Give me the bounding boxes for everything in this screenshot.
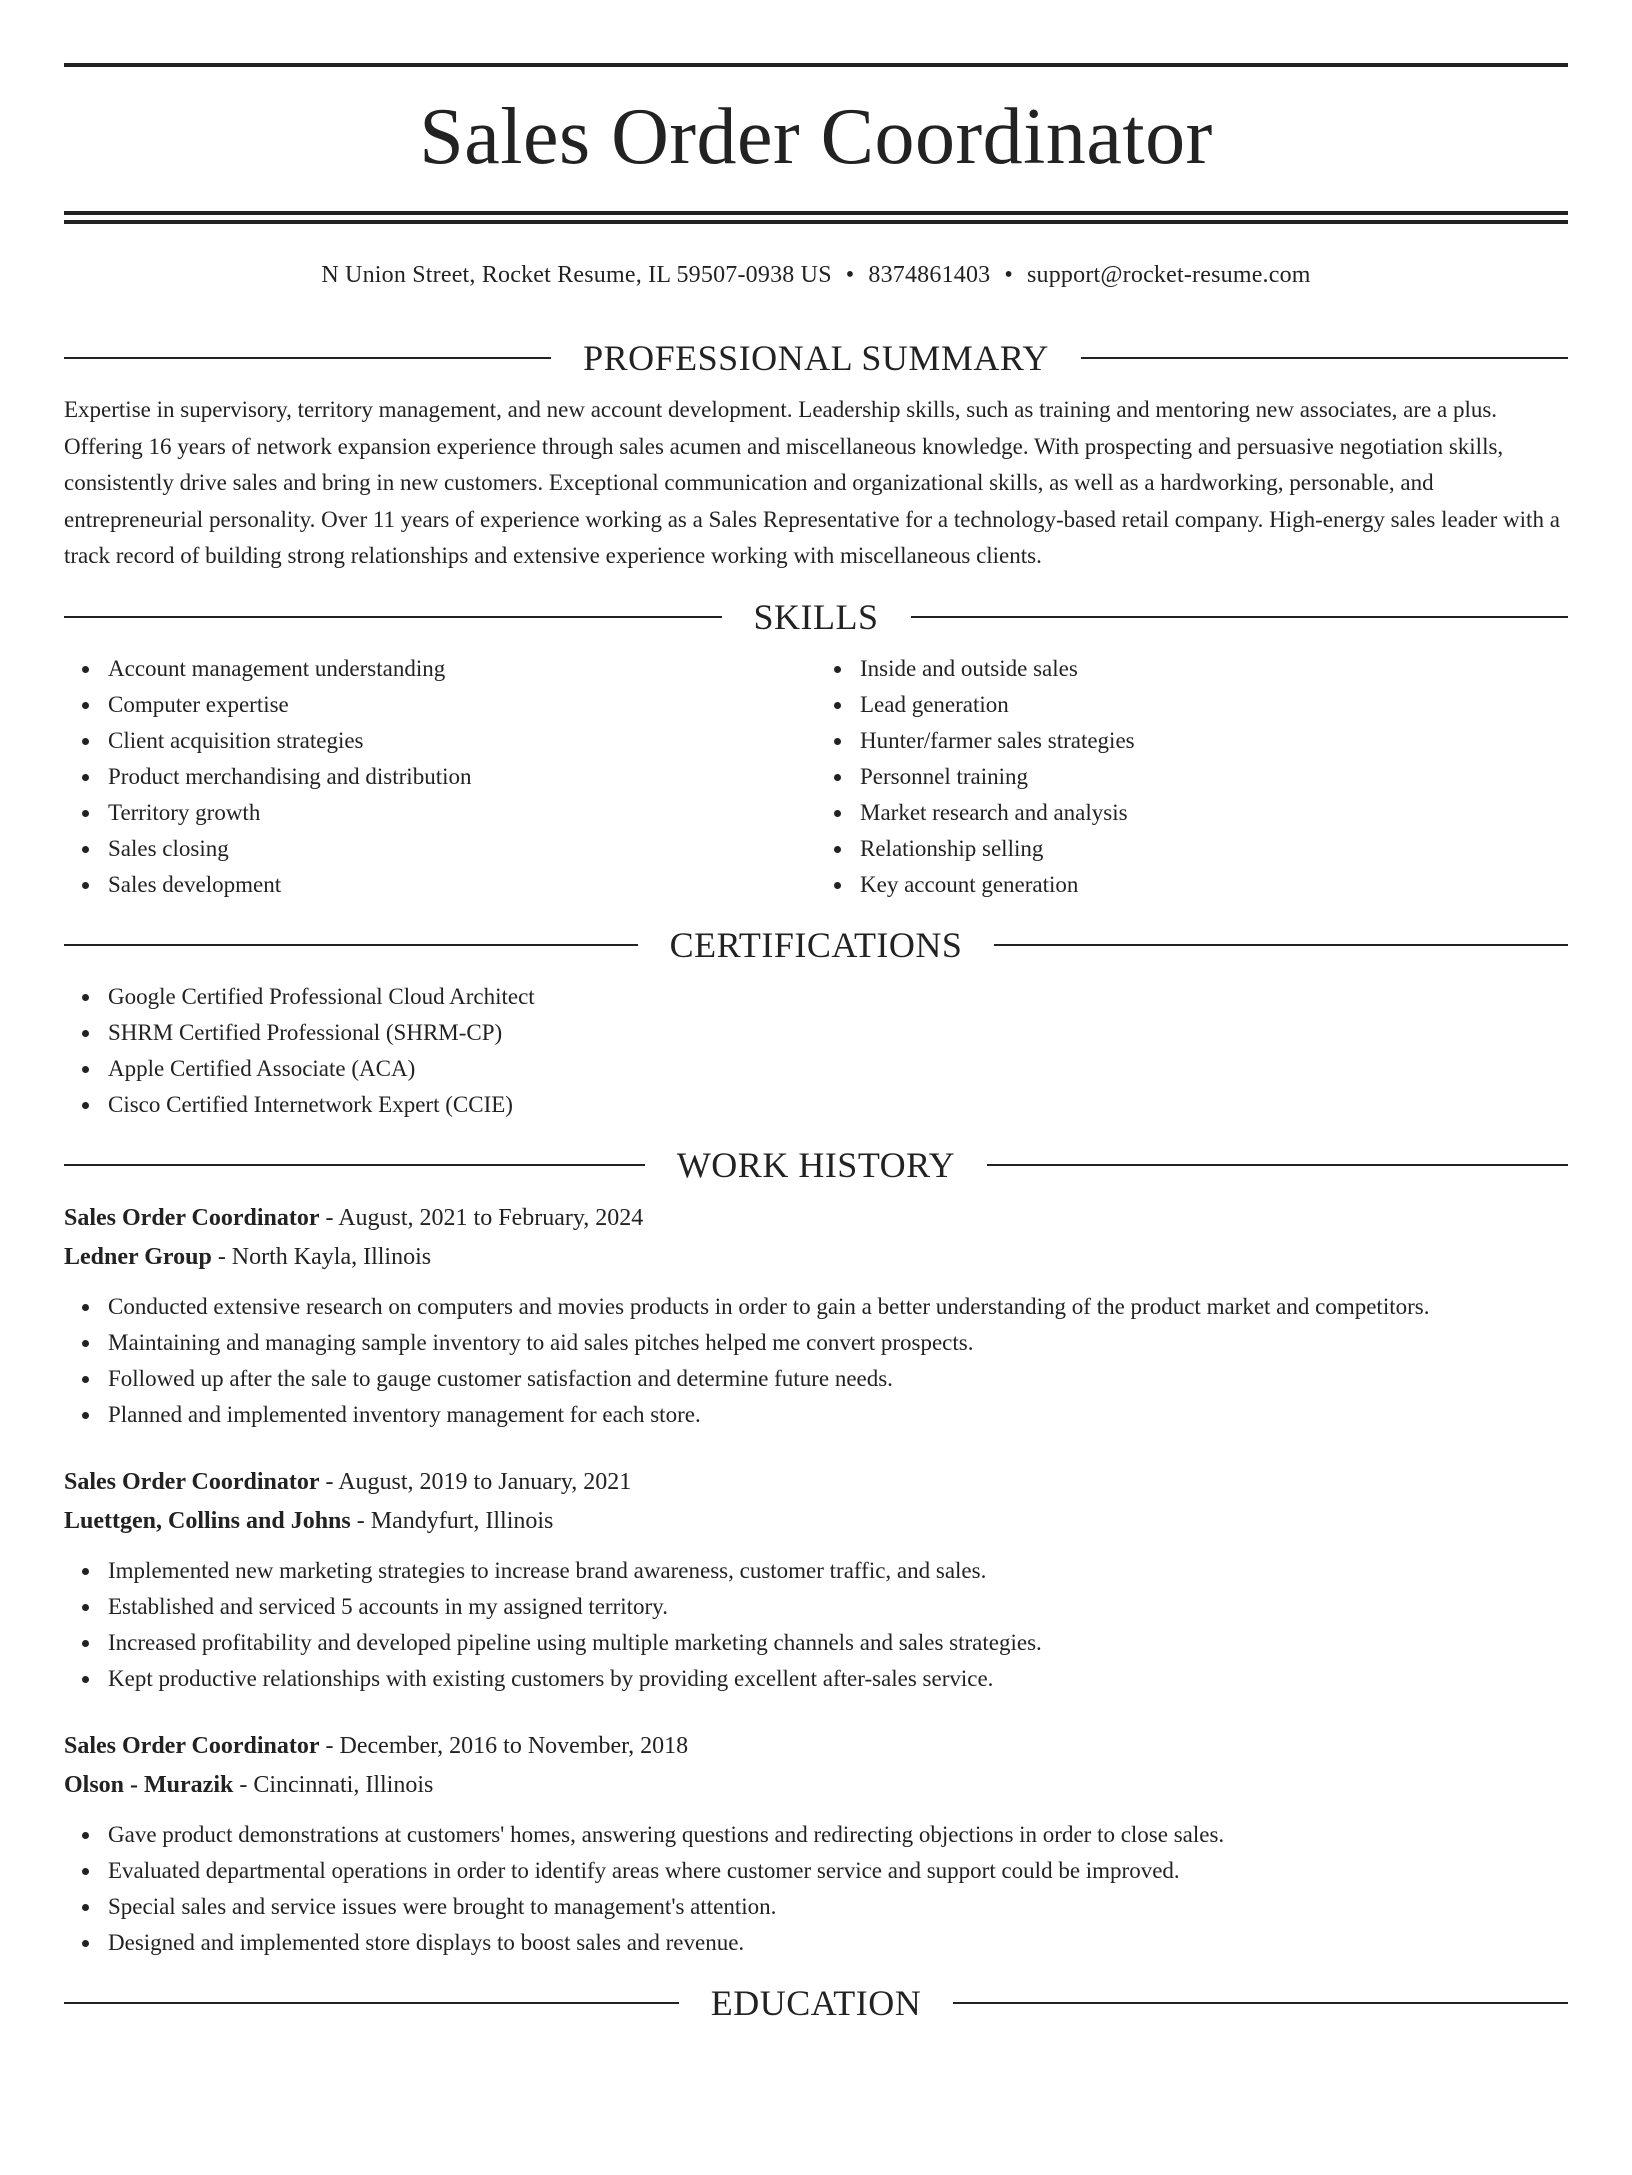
job-company-line — [64, 1502, 1568, 1541]
certifications-heading — [64, 925, 1568, 965]
top-rule — [64, 63, 1568, 67]
job-entry — [64, 1199, 1568, 1433]
skill-item: Hunter/farmer sales strategies — [860, 723, 1568, 759]
certifications-heading-text: CERTIFICATIONS — [669, 924, 963, 965]
certifications-list — [64, 979, 1568, 1123]
job-title: Sales Order Coordinator — [64, 1468, 320, 1495]
job-duties — [64, 1817, 1568, 1961]
job-dates: - August, 2019 to January, 2021 — [319, 1468, 632, 1495]
skill-item: Account management understanding — [108, 651, 816, 687]
work-history-heading — [64, 1145, 1568, 1185]
summary-heading-text: PROFESSIONAL SUMMARY — [583, 338, 1049, 378]
education-heading — [64, 1983, 1568, 2023]
contact-separator: • — [1004, 262, 1013, 288]
skill-item: Lead generation — [860, 687, 1568, 723]
certification-item: Google Certified Professional Cloud Architect — [108, 979, 1568, 1015]
job-duties — [64, 1289, 1568, 1433]
job-title: Sales Order Coordinator — [64, 1732, 320, 1759]
contact-phone: 8374861403 — [868, 262, 991, 288]
heading-rule — [1081, 357, 1568, 359]
heading-rule — [64, 357, 551, 359]
job-duties — [64, 1553, 1568, 1697]
work-history-heading-text: WORK HISTORY — [676, 1144, 956, 1185]
skill-item: Sales development — [108, 867, 816, 903]
summary-heading — [64, 338, 1568, 378]
job-duty: Planned and implemented inventory management for each store. — [108, 1397, 1568, 1433]
skill-item: Market research and analysis — [860, 795, 1568, 831]
title-rule-upper — [64, 211, 1568, 215]
heading-rule — [987, 1164, 1568, 1166]
heading-rule — [64, 2002, 679, 2004]
job-duty: Conducted extensive research on computers and movies products in order to gain a better understanding of the product market and competitors. — [108, 1289, 1568, 1325]
job-company-line — [64, 1238, 1568, 1277]
skills-column-right — [816, 651, 1568, 903]
contact-address: N Union Street, Rocket Resume, IL 59507-0938 US — [321, 262, 832, 288]
skill-item: Personnel training — [860, 759, 1568, 795]
contact-separator: • — [845, 262, 855, 288]
certification-item: Cisco Certified Internetwork Expert (CCIE) — [108, 1087, 1568, 1123]
job-entry — [64, 1727, 1568, 1961]
certification-item: Apple Certified Associate (ACA) — [108, 1051, 1568, 1087]
skill-item: Computer expertise — [108, 687, 816, 723]
job-entry — [64, 1463, 1568, 1697]
job-dates: - August, 2021 to February, 2024 — [319, 1204, 644, 1231]
job-duty: Established and serviced 5 accounts in my assigned territory. — [108, 1589, 1568, 1625]
heading-rule — [64, 616, 722, 618]
skills-list — [64, 651, 1568, 903]
title-rule-lower — [64, 220, 1568, 224]
job-dates: - December, 2016 to November, 2018 — [319, 1732, 689, 1759]
resume-page — [0, 63, 1632, 2175]
job-duty: Gave product demonstrations at customers' homes, answering questions and redirecting objections in order to close sales. — [108, 1817, 1568, 1853]
job-duty: Designed and implemented store displays to boost sales and revenue. — [108, 1925, 1568, 1961]
job-company: Luettgen, Collins and Johns — [64, 1507, 351, 1534]
job-company: Olson - Murazik — [64, 1771, 234, 1798]
education-heading-text: EDUCATION — [710, 1982, 922, 2023]
job-location: - Cincinnati, Illinois — [233, 1771, 434, 1798]
job-duty: Followed up after the sale to gauge customer satisfaction and determine future needs. — [108, 1361, 1568, 1397]
job-title-line — [64, 1727, 1568, 1766]
contact-info — [64, 260, 1568, 290]
skill-item: Territory growth — [108, 795, 816, 831]
job-duty: Evaluated departmental operations in order to identify areas where customer service and support could be improved. — [108, 1853, 1568, 1889]
job-title: Sales Order Coordinator — [64, 1204, 320, 1231]
skill-item: Sales closing — [108, 831, 816, 867]
job-duty: Maintaining and managing sample inventory to aid sales pitches helped me convert prospects. — [108, 1325, 1568, 1361]
skill-item: Inside and outside sales — [860, 651, 1568, 687]
heading-rule — [911, 616, 1569, 618]
certification-item: SHRM Certified Professional (SHRM-CP) — [108, 1015, 1568, 1051]
skill-item: Key account generation — [860, 867, 1568, 903]
heading-rule — [64, 1164, 645, 1166]
job-duty: Kept productive relationships with existing customers by providing excellent after-sales service. — [108, 1661, 1568, 1697]
skills-heading-text: SKILLS — [753, 596, 879, 637]
job-duty: Special sales and service issues were brought to management's attention. — [108, 1889, 1568, 1925]
job-duty: Increased profitability and developed pipeline using multiple marketing channels and sales strategies. — [108, 1625, 1568, 1661]
job-location: - Mandyfurt, Illinois — [350, 1507, 554, 1534]
heading-rule — [953, 2002, 1568, 2004]
job-title-line — [64, 1463, 1568, 1502]
job-title-line — [64, 1199, 1568, 1238]
heading-rule — [64, 944, 638, 946]
skills-column-left — [64, 651, 816, 903]
heading-rule — [994, 944, 1568, 946]
job-company-line — [64, 1766, 1568, 1805]
skills-heading — [64, 597, 1568, 637]
job-location: - North Kayla, Illinois — [211, 1243, 432, 1270]
contact-email: support@rocket-resume.com — [1026, 262, 1311, 288]
skill-item: Relationship selling — [860, 831, 1568, 867]
summary-text: Expertise in supervisory, territory management, and new account development. Leadership skills, such as training and mentoring new associates, are a plus. Offering 16 years of network expansion experience through sales acumen and miscellaneous knowledge. With prospecting and persuasive negotiation skills, consistently drive sales and bring in new customers. Exceptional communication and organizational skills, as well as a hardworking, personable, and entrepreneurial personality. Over 11 years of experience working as a Sales Representative for a technology-based retail company. High-energy sales leader with a track record of building strong relationships and extensive experience working with miscellaneous clients. — [64, 397, 1560, 568]
job-duty: Implemented new marketing strategies to increase brand awareness, customer traffic, and sales. — [108, 1553, 1568, 1589]
skill-item: Client acquisition strategies — [108, 723, 816, 759]
resume-title: Sales Order Coordinator — [419, 93, 1213, 181]
job-company: Ledner Group — [64, 1243, 212, 1270]
skill-item: Product merchandising and distribution — [108, 759, 816, 795]
